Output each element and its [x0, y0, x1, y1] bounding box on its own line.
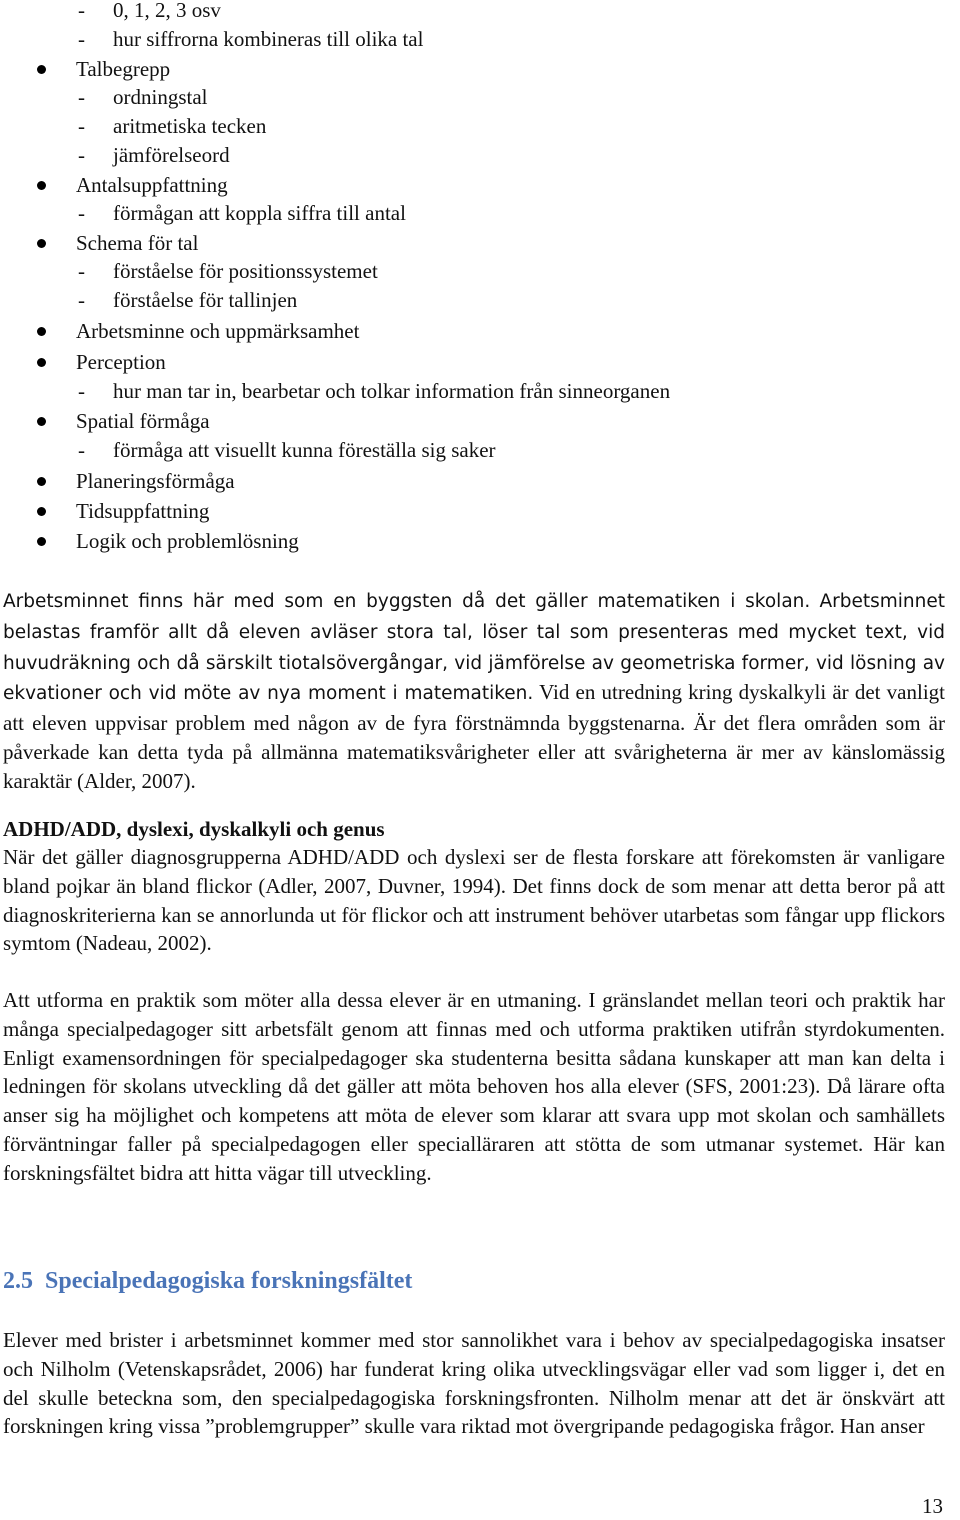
bullet-icon — [37, 417, 46, 426]
bullet-icon — [37, 477, 46, 486]
bullet-icon — [37, 327, 46, 336]
section-heading — [3, 1265, 412, 1297]
working-memory-intro: Arbetsminnet finns här med som en byggsten då det gäller matematiken i skolan. — [3, 591, 811, 612]
bullet-icon — [37, 358, 46, 367]
research-paragraph: Elever med brister i arbetsminnet kommer med stor sannolikhet vara i behov av specialpedagogiska insatser och Nilholm (Vetenskapsrådet, 2006) har funderat kring olika utvecklingsvägar eller vad som ligger i, det en del skulle beteckna som, den specialpedagogiska forskningsfronten. Nilholm menar att det är önskvärt att forskningen kring vissa ”problemgrupper” skulle vara riktad mot övergripande pedagogiska frågor. Han anser — [3, 1328, 945, 1439]
section-title: Specialpedagogiska forskningsfältet — [45, 1268, 413, 1294]
bullet-icon — [37, 65, 46, 74]
working-memory-body: Arbetsminnet belastas framför allt då eleven avläser stora tal, löser tal som presenteras med mycket text, vid huvudräkning och då särskilt tiotalsövergångar, vid jämförelse av geometriska former, vid lösning av ekvationer och vid möte av nya moment i matematiken. — [3, 591, 945, 705]
document-page: - 0, 1, 2, 3 osv - hur siffrorna kombineras till olika tal Talbegrepp - ordningstal - aritmetiska tecken - jämförelseord Antalsuppfattning - förmågan att koppla siffra till antal Schema för tal - förståelse för positionssystemet - förståelse för tallinjen Arbetsminne och uppmärksamhet Perception - hur man tar in, bearbetar och tolkar information från sinneorganen Spatial förmåga - förmåga att visuellt kunna föreställa sig saker Planeringsförmåga Tidsuppfattning Logik och problemlösning Arbetsminnet finns här med som en byggsten då det gäller matematiken i skolan. Arbetsminnet belastas framför allt då eleven avläser stora tal, löser tal som presenteras med mycket text, vid huvudräkning och då särskilt tiotalsövergångar, vid jämförelse av geometriska former, vid lösning av ekvationer och vid möte av nya moment i matematiken. Vid en utredning kring dyskalkyli är det vanligt att eleven uppvisar problem med någon av de fyra förstnämnda byggstenarna. Är det flera områden som är påverkade kan detta tyda på allmänna matematiksvårigheter eller att svårigheterna är mer av känslomässig karaktär (Alder, 2007). ADHD/ADD, dyslexi, dyskalkyli och genus När det gäller diagnosgrupperna ADHD/ADD och dyslexi ser de flesta forskare att förekomsten är vanligare bland pojkar än bland flickor (Adler, 2007, Duvner, 1994). Det finns dock de som menar att detta beror på att diagnoskriterierna kan se annorlunda ut för flickor och att instrument behöver utarbetas som fångar upp flickors symtom (Nadeau, 2002). Att utforma en praktik som möter alla dessa elever är en utmaning. I gränslandet mellan teori och praktik har många specialpedagoger sitt arbetsfält genom att finnas med och utforma praktiken utifrån styrdokumenten. Enligt examensordningen för specialpedagoger ska studenterna besitta sådana kunskaper att man kan delta i ledningen för skolans utveckling då det gäller att möta behoven hos alla elever (SFS, 2001:23). Då lärare ofta anser sig ha möjlighet och kompetens att möta de elever som klarar att svara upp mot skolan och samhällets förväntningar faller på specialpedagogen eller specialläraren att stötta de som utmanar systemet. Här kan forskningsfältet bidra att hitta vägar till utveckling. 2.5 Specialpedagogiska forskningsfältet Elever med brister i arbetsminnet kommer med stor sannolikhet vara i behov av specialpedagogiska insatser och Nilholm (Vetenskapsrådet, 2006) har funderat kring olika utvecklingsvägar eller vad som ligger i, det en del skulle beteckna som, den specialpedagogiska forskningsfronten. Nilholm menar att det är önskvärt att forskningen kring vissa ”problemgrupper” skulle vara riktad mot övergripande pedagogiska frågor. Han anser 13 — [3, 0, 945, 1518]
working-memory-tail: Vid en utredning kring dyskalkyli är det vanligt att eleven uppvisar problem med någon av de fyra förstnämnda byggstenarna. Är det flera områden som är påverkade kan detta tyda på allmänna matematiksvårigheter eller att svårigheterna är mer av känslomässig karaktär (Alder, 2007). — [3, 680, 945, 793]
gender-heading: ADHD/ADD, dyslexi, dyskalkyli och genus — [3, 817, 385, 841]
bullet-icon — [37, 239, 46, 248]
bullet-icon — [37, 537, 46, 546]
working-memory-paragraph — [3, 586, 945, 796]
bullet-icon — [37, 507, 46, 516]
gender-paragraph: När det gäller diagnosgrupperna ADHD/ADD och dyslexi ser de flesta forskare att förekomsten är vanligare bland pojkar än bland flickor (Adler, 2007, Duvner, 1994). Det finns dock de som menar att detta beror på att diagnoskriterierna kan se annorlunda ut för flickor och att instrument behöver utarbetas som fångar upp flickors symtom (Nadeau, 2002). — [3, 845, 945, 956]
bullet-icon — [37, 181, 46, 190]
practice-paragraph: Att utforma en praktik som möter alla dessa elever är en utmaning. I gränslandet mellan teori och praktik har många specialpedagoger sitt arbetsfält genom att finnas med och utforma praktiken utifrån styrdokumenten. Enligt examensordningen för specialpedagoger ska studenterna besitta sådana kunskaper att man kan delta i ledningen för skolans utveckling då det gäller att möta behoven hos alla elever (SFS, 2001:23). Då lärare ofta anser sig ha möjlighet och kompetens att möta de elever som klarar att svara upp mot skolan och samhällets förväntningar faller på specialpedagogen eller specialläraren att stötta de som utmanar systemet. Här kan forskningsfältet bidra att hitta vägar till utveckling. — [3, 988, 945, 1185]
page-number: 13 — [922, 1494, 943, 1518]
section-number: 2.5 — [3, 1268, 33, 1294]
